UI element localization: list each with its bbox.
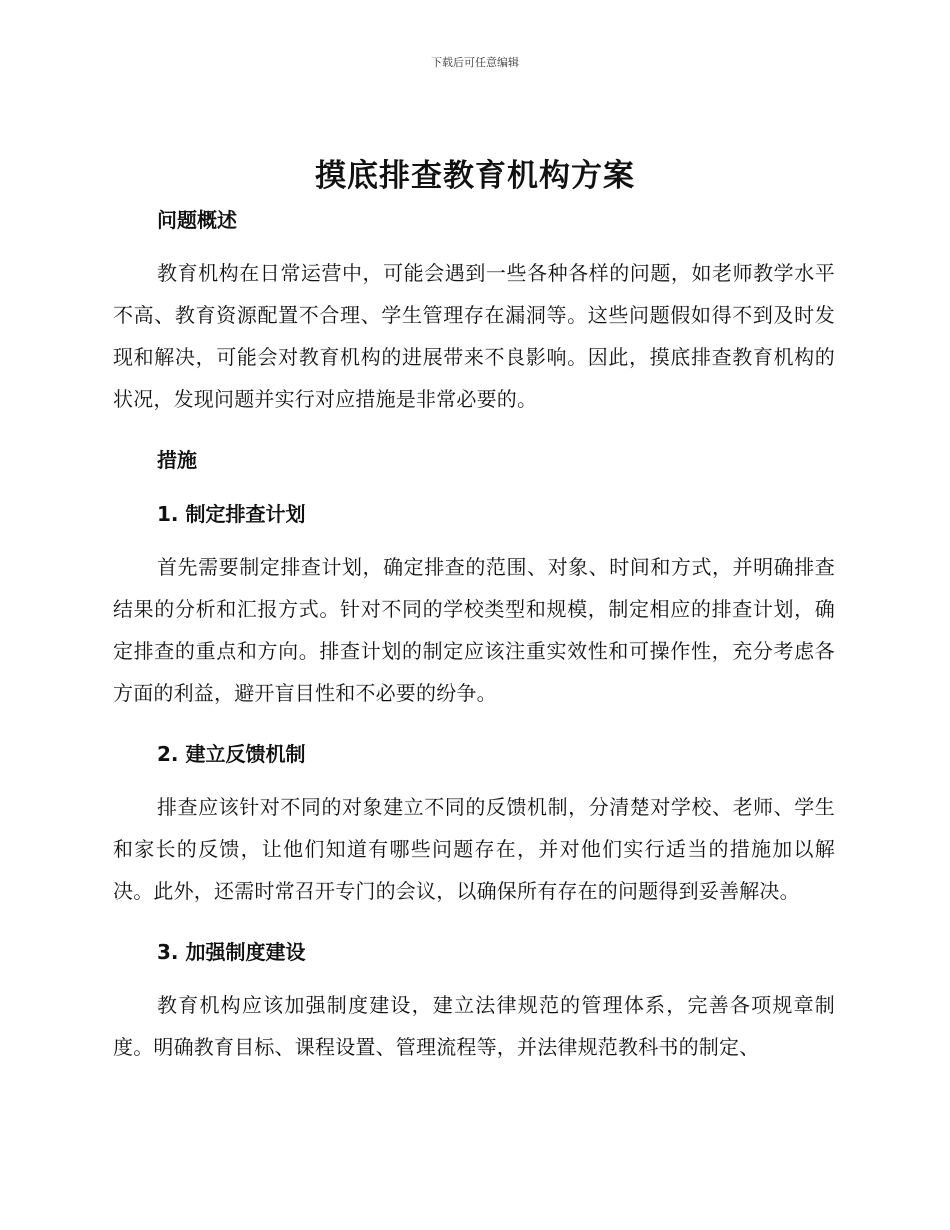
subheading-measure-3: 3. 加强制度建设: [157, 940, 306, 964]
document-body: [113, 198, 835, 1076]
paragraph-measure-2: 排查应该针对不同的对象建立不同的反馈机制，分清楚对学校、老师、学生和家长的反馈，让他们知道有哪些问题存在，并对他们实行适当的措施加以解决。此外，还需时常召开专门的会议，以确保所有存在的问题得到妥善解决。: [113, 795, 835, 903]
paragraph-overview: 教育机构在日常运营中，可能会遇到一些各种各样的问题，如老师教学水平不高、教育资源配置不合理、学生管理存在漏洞等。这些问题假如得不到及时发现和解决，可能会对教育机构的进展带来不良影响。因此，摸底排查教育机构的状况，发现问题并实行对应措施是非常必要的。: [113, 261, 835, 411]
page-header-note: 下载后可任意编辑: [431, 56, 519, 69]
paragraph-measure-1: 首先需要制定排查计划，确定排查的范围、对象、时间和方式，并明确排查结果的分析和汇报方式。针对不同的学校类型和规模，制定相应的排查计划，确定排查的重点和方向。排查计划的制定应该注重实效性和可操作性，充分考虑各方面的利益，避开盲目性和不必要的纷争。: [113, 555, 835, 705]
paragraph-measure-3: 教育机构应该加强制度建设，建立法律规范的管理体系，完善各项规章制度。明确教育目标、课程设置、管理流程等，并法律规范教科书的制定、: [113, 993, 835, 1059]
section-heading-overview: 问题概述: [157, 208, 237, 232]
subheading-measure-1: 1. 制定排查计划: [157, 502, 306, 526]
document-title: 摸底排查教育机构方案: [315, 158, 635, 194]
subheading-measure-2: 2. 建立反馈机制: [157, 742, 306, 766]
section-heading-measures: 措施: [157, 448, 197, 472]
